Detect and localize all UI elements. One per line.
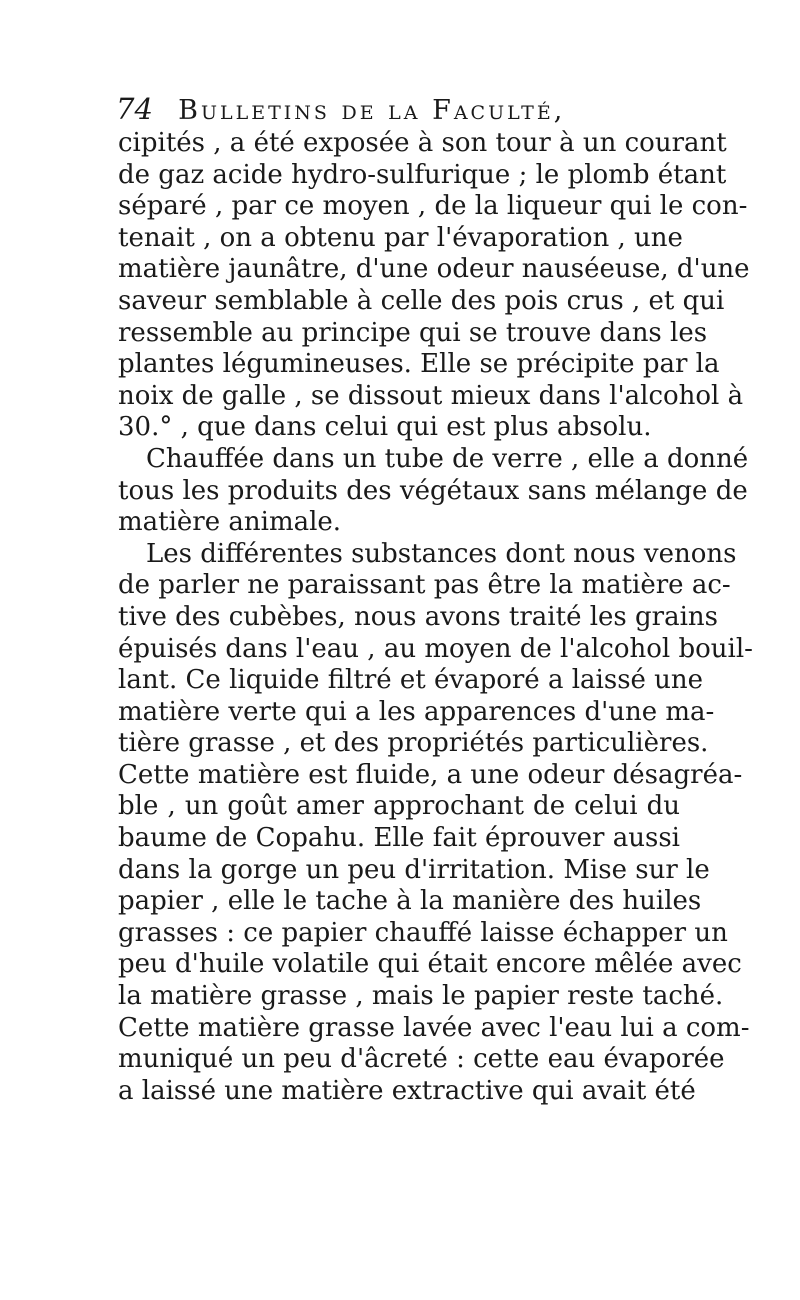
running-head: Bulletins de la Faculté, [178,95,566,126]
text-line: ble , un goût amer approchant de celui du [118,791,680,822]
text-line: cipités , a été exposée à son tour à un courant [118,128,727,158]
text-line: noix de galle , se dissout mieux dans l'alcohol à [118,380,744,411]
text-line: Les différentes substances dont nous venons [146,538,737,569]
text-line: tière grasse , et des propriétés particulières. [118,728,709,759]
text-line: Chauffée dans un tube de verre , elle a donné [146,443,749,474]
text-line: papier , elle le tache à la manière des huiles [118,886,702,917]
text-line: matière animale. [118,507,342,538]
text-line: lant. Ce liquide filtré et évaporé a laissé une [118,665,704,696]
text-line: séparé , par ce moyen , de la liqueur qui le con- [118,191,748,222]
text-line: plantes légumineuses. Elle se précipite par la [118,349,720,380]
text-line: tenait , on a obtenu par l'évaporation , une [118,222,683,253]
text-line: tive des cubèbes, nous avons traité les grains [118,601,719,632]
text-line: tous les produits des végétaux sans mélange de [118,475,748,506]
text-line: épuisés dans l'eau , au moyen de l'alcohol bouil- [118,633,753,664]
text-line: grasses : ce papier chauffé laisse échapper un [118,917,728,948]
text-line: Cette matière grasse lavée avec l'eau lui a com- [118,1012,750,1043]
page-header [116,92,676,132]
text-line: de parler ne paraissant pas être la matière ac- [118,570,731,601]
text-line: saveur semblable à celle des pois crus , et qui [118,285,725,316]
text-line: matière verte qui a les apparences d'une ma- [118,696,715,727]
text-line: de gaz acide hydro-sulfurique ; le plomb étant [118,159,727,190]
text-line: muniqué un peu d'âcreté : cette eau évaporée [118,1044,725,1075]
text-line: matière jaunâtre, d'une odeur nauséeuse, d'une [118,254,750,285]
text-line: peu d'huile volatile qui était encore mêlée avec [118,949,742,980]
text-line: 30.° , que dans celui qui est plus absolu. [118,412,652,443]
text-line: a laissé une matière extractive qui avait été [118,1075,696,1106]
page-number: 74 [116,92,153,126]
body-text [118,128,753,1107]
text-line: baume de Copahu. Elle fait éprouver aussi [118,823,680,854]
text-line: ressemble au principe qui se trouve dans les [118,317,708,348]
text-line: dans la gorge un peu d'irritation. Mise sur le [118,854,710,885]
text-line: Cette matière est fluide, a une odeur désagréa- [118,759,743,790]
text-line: la matière grasse , mais le papier reste taché. [118,981,724,1012]
